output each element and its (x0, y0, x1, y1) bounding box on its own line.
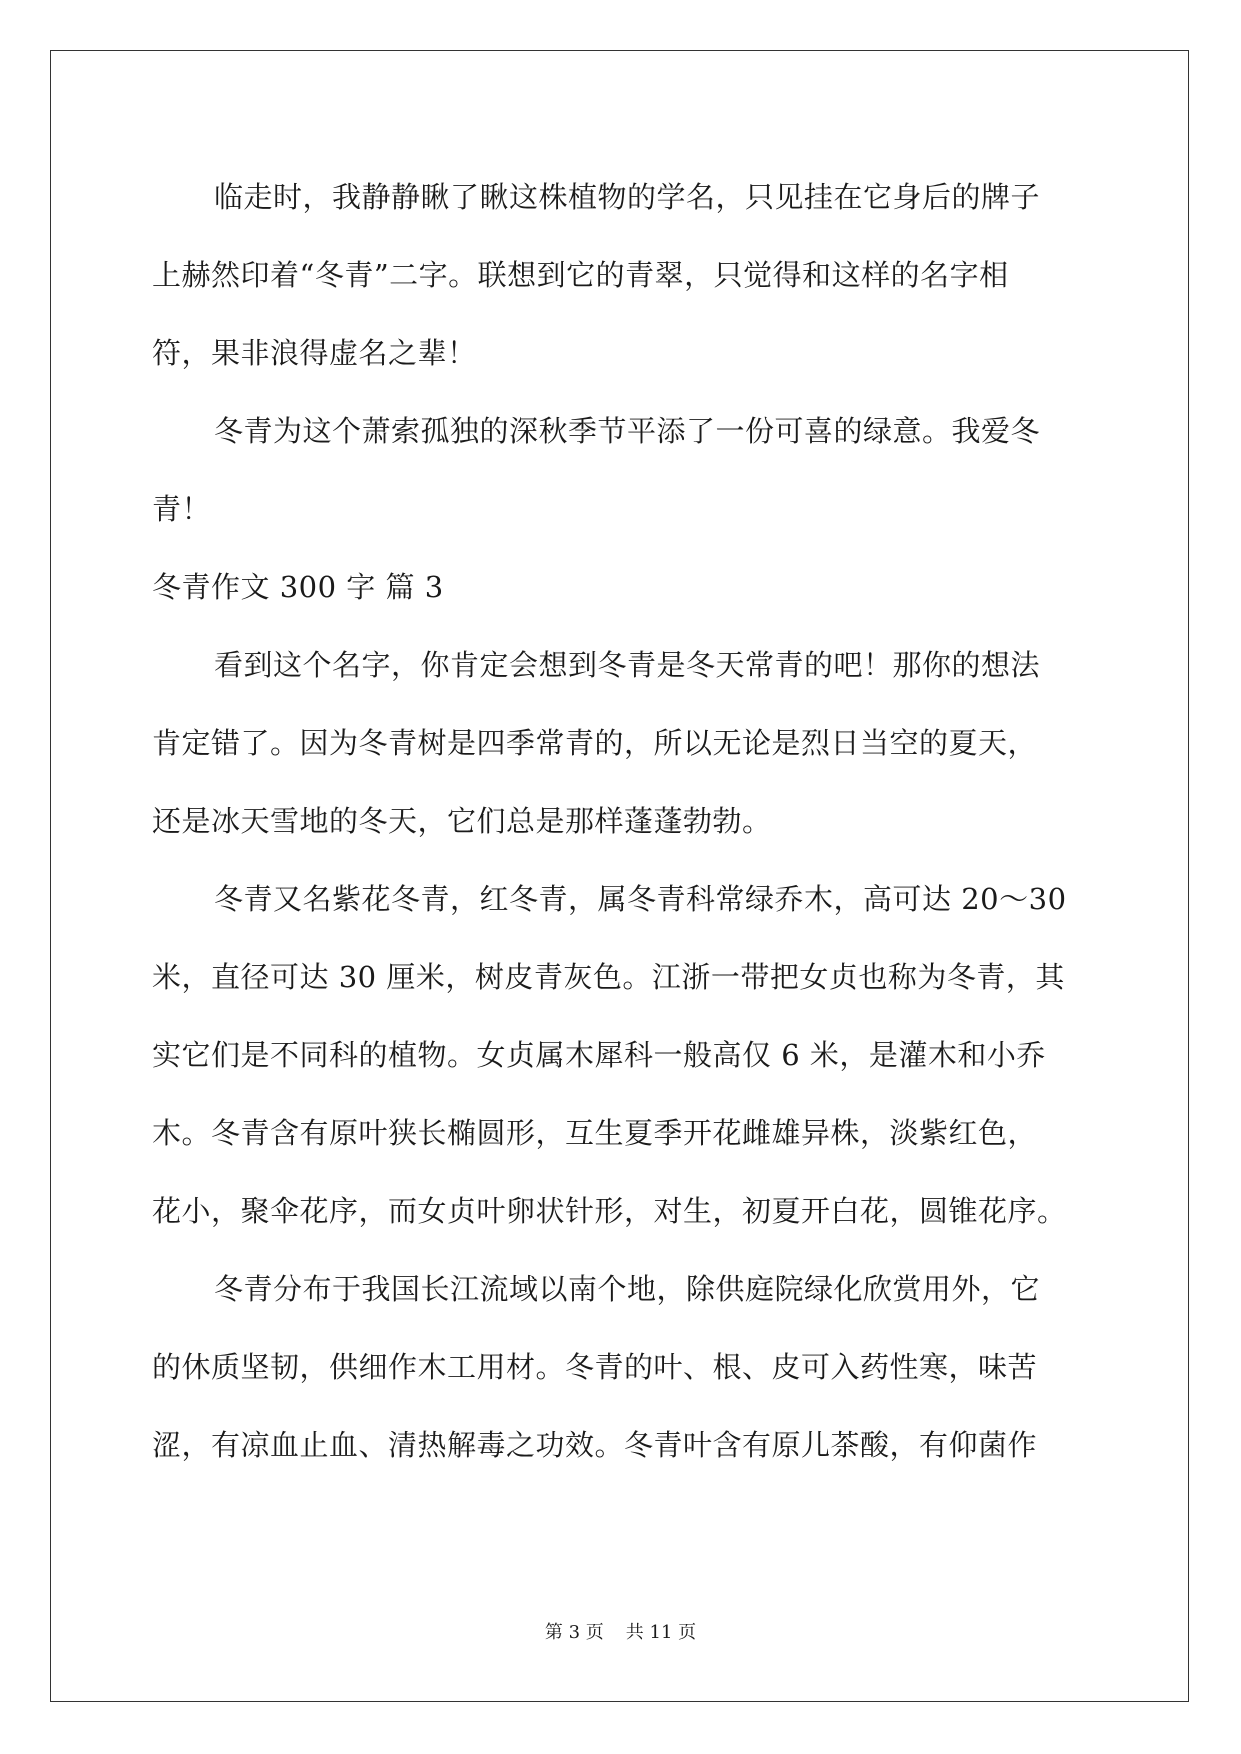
page-number: 第 3 页 (544, 1622, 604, 1643)
text-line: 看到这个名字，你肯定会想到冬青是冬天常青的吧！那你的想法 (214, 648, 1041, 682)
text-line: 临走时，我静静瞅了瞅这株植物的学名，只见挂在它身后的牌子 (214, 180, 1041, 214)
document-body (152, 158, 1092, 1484)
text-line: 涩，有凉血止血、清热解毒之功效。冬青叶含有原儿茶酸，有仰菌作 (152, 1428, 1038, 1462)
text-line: 的休质坚韧，供细作木工用材。冬青的叶、根、皮可入药性寒，味苦 (152, 1350, 1038, 1384)
text-line: 实它们是不同科的植物。女贞属木犀科一般高仅 6 米，是灌木和小乔 (152, 1038, 1046, 1072)
text-line: 青！ (152, 492, 212, 526)
text-line: 符，果非浪得虚名之辈！ (152, 336, 477, 370)
text-line: 还是冰天雪地的冬天，它们总是那样蓬蓬勃勃。 (152, 804, 772, 838)
text-line: 米，直径可达 30 厘米，树皮青灰色。江浙一带把女贞也称为冬青，其 (152, 960, 1065, 994)
text-line: 上赫然印着“冬青”二字。联想到它的青翠，只觉得和这样的名字相 (152, 258, 1009, 292)
page-footer (0, 1618, 1241, 1644)
text-line: 冬青又名紫花冬青，红冬青，属冬青科常绿乔木，高可达 20～30 (214, 882, 1067, 916)
text-line: 冬青为这个萧索孤独的深秋季节平添了一份可喜的绿意。我爱冬 (214, 414, 1041, 448)
text-line: 肯定错了。因为冬青树是四季常青的，所以无论是烈日当空的夏天， (152, 726, 1038, 760)
text-line: 花小，聚伞花序，而女贞叶卵状针形，对生，初夏开白花，圆锥花序。 (152, 1194, 1067, 1228)
page-total: 共 11 页 (625, 1622, 697, 1643)
text-line: 木。冬青含有原叶狭长椭圆形，互生夏季开花雌雄异株，淡紫红色， (152, 1116, 1038, 1150)
section-heading: 冬青作文 300 字 篇 3 (152, 570, 444, 604)
text-line: 冬青分布于我国长江流域以南个地，除供庭院绿化欣赏用外，它 (214, 1272, 1041, 1306)
